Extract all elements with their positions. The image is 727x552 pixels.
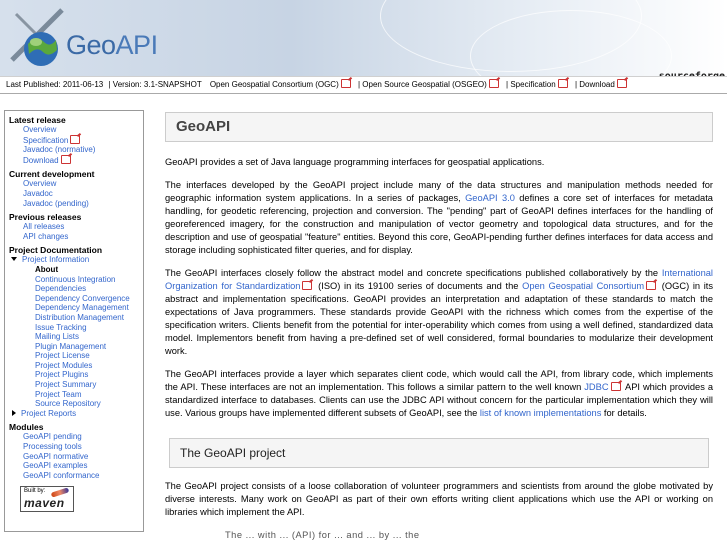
nav-item-geoapi-pending[interactable]: GeoAPI pending <box>23 432 82 442</box>
external-link-icon <box>558 79 568 88</box>
last-published: Last Published: 2011-06-13 <box>6 80 104 89</box>
nav-item-label: Specification <box>23 135 69 145</box>
main-content <box>165 112 713 552</box>
text: (ISO) in its 19100 series of documents and the <box>314 281 523 291</box>
maven-logo-text: maven <box>24 496 65 511</box>
external-link-icon <box>70 135 80 144</box>
text: API which provides a standardized interface to databases. Clients can use the JDBC API without concern for the particular implementation which they will use. Various groups have implemented different subsets of GeoAPI, see the <box>165 382 713 418</box>
external-link-icon <box>61 155 71 164</box>
logo-suffix: API <box>115 30 158 60</box>
nav-item-label: Download <box>23 155 59 165</box>
nav-item-overview[interactable]: Overview <box>23 125 57 134</box>
nav-item-project-plugins[interactable]: Project Plugins <box>35 370 89 380</box>
nav-item-issue-tracking[interactable]: Issue Tracking <box>35 322 87 332</box>
nav-item-geoapi-examples[interactable]: GeoAPI examples <box>23 461 88 471</box>
section-title-project: The GeoAPI project <box>169 438 709 468</box>
external-link-icon <box>489 79 499 88</box>
nav-item-source-repository[interactable]: Source Repository <box>35 399 101 409</box>
nav-item-project-reports[interactable] <box>23 409 143 419</box>
nav-item-distribution-management[interactable]: Distribution Management <box>35 312 124 322</box>
paragraph-layer <box>165 368 713 420</box>
nav-heading-latest-release: Latest release <box>9 115 66 125</box>
nav-item-project-team[interactable]: Project Team <box>35 389 82 399</box>
link-download[interactable]: | Download <box>574 80 615 89</box>
nav-heading-project-documentation: Project Documentation <box>9 245 103 256</box>
nav-heading-modules: Modules <box>9 422 44 433</box>
built-by-maven-badge[interactable] <box>20 486 74 512</box>
nav-item-continuous-integration[interactable]: Continuous Integration <box>35 274 116 284</box>
nav-item-mailing-lists[interactable]: Mailing Lists <box>35 332 80 342</box>
expand-arrow-icon[interactable] <box>12 410 16 416</box>
nav-heading-previous-releases: Previous releases <box>9 212 82 223</box>
link-geoapi-3-0[interactable]: GeoAPI 3.0 <box>465 193 515 203</box>
nav-item-specification[interactable] <box>23 135 143 146</box>
nav-item-label: Project Reports <box>21 408 77 418</box>
text: for details. <box>601 408 647 418</box>
link-specification[interactable]: | Specification <box>506 80 556 89</box>
site-banner <box>0 0 727 76</box>
paragraph-interfaces <box>165 179 713 257</box>
link-osgeo[interactable]: | Open Source Geospatial (OSGEO) <box>357 80 487 89</box>
nav-item-dependencies[interactable]: Dependencies <box>35 284 87 294</box>
nav-item-project-information[interactable] <box>23 255 143 265</box>
nav-item-javadoc-pending[interactable]: Javadoc (pending) <box>23 198 89 208</box>
external-link-icon <box>302 281 312 290</box>
nav-item-dependency-management[interactable]: Dependency Management <box>35 303 129 313</box>
version-text: | Version: 3.1-SNAPSHOT <box>108 80 202 89</box>
nav-item-all-releases[interactable]: All releases <box>23 222 65 232</box>
geoapi-logo-icon[interactable] <box>6 4 68 70</box>
external-link-icon <box>646 281 656 290</box>
link-ogc[interactable]: Open Geospatial Consortium (OGC) <box>209 80 339 89</box>
nav-item-project-summary[interactable]: Project Summary <box>35 380 97 390</box>
nav-item-api-changes[interactable]: API changes <box>23 231 69 241</box>
link-jdbc[interactable]: JDBC <box>584 382 609 392</box>
external-link-icon <box>611 382 621 391</box>
text: (OGC) in its abstract and implementation specifications. GeoAPI provides an interpretation and adaptation of these standards to match the expectations of Java programmers. These standards provide GeoAPI with the richness which comes from the expertise of the specification writers. Clients benefit from the potential for inter-operability which comes from using a well defined, standardized data model. Implementors benefit from having a pre-defined set of well considered, formal boundaries to modularize their development work. <box>165 281 714 356</box>
left-navigation <box>4 110 144 532</box>
paragraph-project: The GeoAPI project consists of a loose collaboration of volunteer programmers and scientists from around the globe motivated by diverse interests. Many work on GeoAPI as part of their own efforts writing client applications which use the API or working on libraries which implement the API. <box>165 481 713 517</box>
external-link-icon <box>617 79 627 88</box>
page-title: GeoAPI <box>165 112 713 142</box>
text: The interfaces developed by the GeoAPI project include many of the data structures and manipulation methods needed for geographic information system applications. In a series of packages, <box>165 180 713 203</box>
nav-item-overview[interactable]: Overview <box>23 179 57 189</box>
intro-paragraph: GeoAPI provides a set of Java language programming interfaces for geospatial applications. <box>165 157 545 167</box>
external-link-icon <box>341 79 351 88</box>
nav-item-processing-tools[interactable]: Processing tools <box>23 442 82 452</box>
nav-item-project-modules[interactable]: Project Modules <box>35 360 93 370</box>
breadcrumb <box>0 76 727 94</box>
text: The GeoAPI interfaces provide a layer which separates client code, which would call the API, from library code, which implements the API. These interfaces are not an implementation. This follows a similar pattern to the well known <box>165 369 713 392</box>
link-iso[interactable]: International Organization for Standardization <box>165 268 713 291</box>
text: The GeoAPI interfaces closely follow the abstract model and concrete specifications published collaboratively by the <box>165 268 662 278</box>
link-ogc-inline[interactable]: Open Geospatial Consortium <box>522 281 645 291</box>
link-known-implementations[interactable]: list of known implementations <box>479 408 602 418</box>
nav-item-dependency-convergence[interactable]: Dependency Convergence <box>35 293 130 303</box>
nav-item-label: Project Information <box>22 255 90 265</box>
nav-item-project-license[interactable]: Project License <box>35 351 90 361</box>
nav-heading-current-development: Current development <box>9 169 95 180</box>
logo-prefix: Geo <box>66 30 116 60</box>
nav-item-javadoc[interactable]: Javadoc <box>23 188 53 198</box>
nav-item-download[interactable] <box>23 155 143 166</box>
paragraph-cutoff: The ... with ... (API) for ... and ... by ... the <box>225 530 420 540</box>
built-by-label: Built by: <box>24 488 46 495</box>
site-logo-text[interactable] <box>66 30 158 61</box>
paragraph-standards <box>165 267 713 358</box>
text: defines a core set of interfaces for metadata handling, for geodetic referencing, projection and conversion. The "pending" part of GeoAPI defines interfaces for the handling of georeferenced imagery, for the construction and manipulation of vector geometry and topological data structures, and for the description and use of geospatial "feature" entities. Beyond this core, GeoAPI-pending further defines interfaces for data access and storage including sophisticated filter queries, and for display. <box>165 193 713 255</box>
collapse-arrow-icon[interactable] <box>11 257 17 261</box>
nav-item-about: About <box>35 264 59 274</box>
nav-item-geoapi-normative[interactable]: GeoAPI normative <box>23 451 89 461</box>
nav-item-javadoc-normative[interactable]: Javadoc (normative) <box>23 145 96 155</box>
nav-item-plugin-management[interactable]: Plugin Management <box>35 341 107 351</box>
nav-item-geoapi-conformance[interactable]: GeoAPI conformance <box>23 470 100 480</box>
